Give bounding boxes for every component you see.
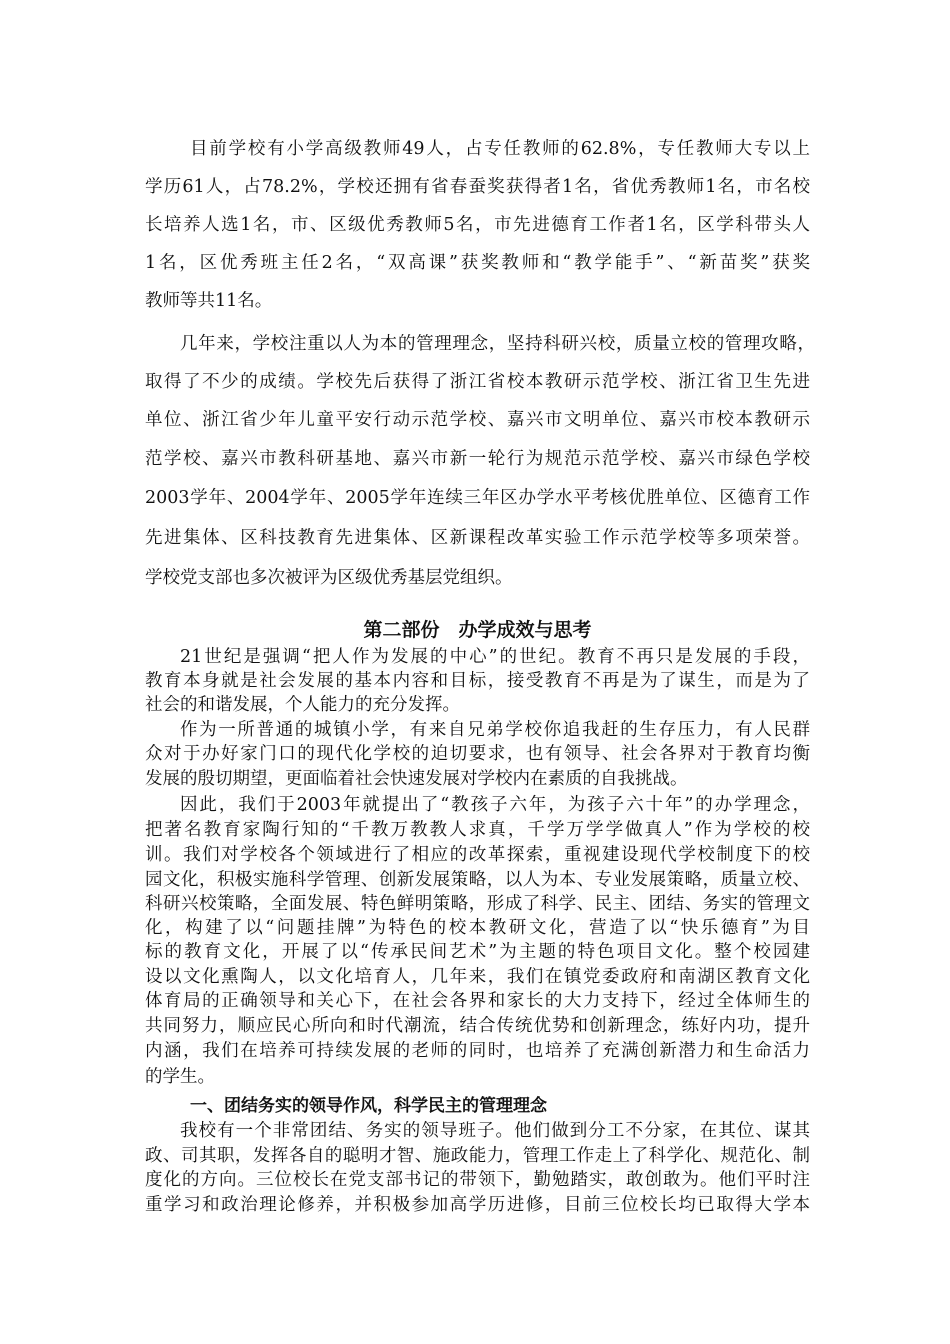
text-line: 化，构建了以“问题挂牌”为特色的校本教研文化，营造了以“快乐德育”为目 [145, 918, 810, 938]
text-line: 学历61人，占78.2%，学校还拥有省春蚕奖获得者1名，省优秀教师1名，市名校 [145, 177, 810, 197]
text-line: 众对于办好家门口的现代化学校的迫切要求，也有领导、社会各界对于教育均衡 [145, 744, 810, 764]
text-line: 长培养人选1名，市、区级优秀教师5名，市先进德育工作者1名，区学科带头人 [145, 215, 810, 235]
text-line: 取得了不少的成绩。学校先后获得了浙江省校本教研示范学校、浙江省卫生先进 [145, 372, 810, 392]
text-line: 社会的和谐发展，个人能力的充分发挥。 [145, 695, 460, 715]
subheading: 一、团结务实的领导作风，科学民主的管理理念 [190, 1096, 547, 1116]
text-line: 教育本身就是社会发展的基本内容和目标，接受教育不再是为了谋生，而是为了 [145, 671, 810, 691]
text-line: 标的教育文化，开展了以“传承民间艺术”为主题的特色项目文化。整个校园建 [145, 942, 810, 962]
text-line: 内涵，我们在培养可持续发展的老师的同时，也培养了充满创新潜力和生命活力 [145, 1041, 810, 1061]
text-line: 共同努力，顺应民心所向和时代潮流，结合传统优势和创新理念，练好内功，提升 [145, 1016, 810, 1036]
text-line: 我校有一个非常团结、务实的领导班子。他们做到分工不分家，在其位、谋其 [180, 1121, 810, 1141]
text-line: 学校党支部也多次被评为区级优秀基层党组织。 [145, 568, 513, 588]
text-line: 教师等共11名。 [145, 291, 273, 311]
text-line: 因此，我们于2003年就提出了“教孩子六年，为孩子六十年”的办学理念， [180, 795, 810, 815]
text-line: 设以文化熏陶人，以文化培育人，几年来，我们在镇党委政府和南湖区教育文化 [145, 967, 810, 987]
text-line: 体育局的正确领导和关心下，在社会各界和家长的大力支持下，经过全体师生的 [145, 991, 810, 1011]
text-line: 单位、浙江省少年儿童平安行动示范学校、嘉兴市文明单位、嘉兴市校本教研示 [145, 410, 810, 430]
text-line: 政、司其职，发挥各自的聪明才智、施政能力，管理工作走上了科学化、规范化、制 [145, 1146, 810, 1166]
text-line: 把著名教育家陶行知的“千教万教教人求真，千学万学学做真人”作为学校的校 [145, 820, 810, 840]
text-line: 的学生。 [145, 1067, 215, 1087]
text-line: 科研兴校策略，全面发展、特色鲜明策略，形成了科学、民主、团结、务实的管理文 [145, 894, 810, 914]
text-line: 目前学校有小学高级教师49人，占专任教师的62.8%，专任教师大专以上 [190, 139, 810, 159]
text-line: 发展的殷切期望，更面临着社会快速发展对学校内在素质的自我挑战。 [145, 769, 688, 789]
text-line: 21世纪是强调“把人作为发展的中心”的世纪。教育不再只是发展的手段， [180, 647, 810, 667]
text-line: 重学习和政治理论修养，并积极参加高学历进修，目前三位校长均已取得大学本 [145, 1195, 810, 1215]
text-line: 2003学年、2004学年、2005学年连续三年区办学水平考核优胜单位、区德育工作 [145, 488, 810, 508]
text-line: 范学校、嘉兴市教科研基地、嘉兴市新一轮行为规范示范学校、嘉兴市绿色学校 [145, 449, 810, 469]
text-line: 训。我们对学校各个领域进行了相应的改革探索，重视建设现代学校制度下的校 [145, 845, 810, 865]
text-line: 度化的方向。三位校长在党支部书记的带领下，勤勉踏实，敢创敢为。他们平时注 [145, 1170, 810, 1190]
section-title: 第二部份 办学成效与思考 [363, 619, 592, 641]
text-line: 园文化，积极实施科学管理、创新发展策略，以人为本、专业发展策略，质量立校、 [145, 870, 810, 890]
text-line: 作为一所普通的城镇小学，有来自兄弟学校你追我赶的生存压力，有人民群 [180, 720, 810, 740]
text-line: 1名，区优秀班主任2名，“双高课”获奖教师和“教学能手”、“新苗奖”获奖 [145, 253, 810, 273]
text-line: 先进集体、区科技教育先进集体、区新课程改革实验工作示范学校等多项荣誉。 [145, 528, 810, 548]
text-line: 几年来，学校注重以人为本的管理理念，坚持科研兴校，质量立校的管理攻略， [180, 334, 815, 354]
